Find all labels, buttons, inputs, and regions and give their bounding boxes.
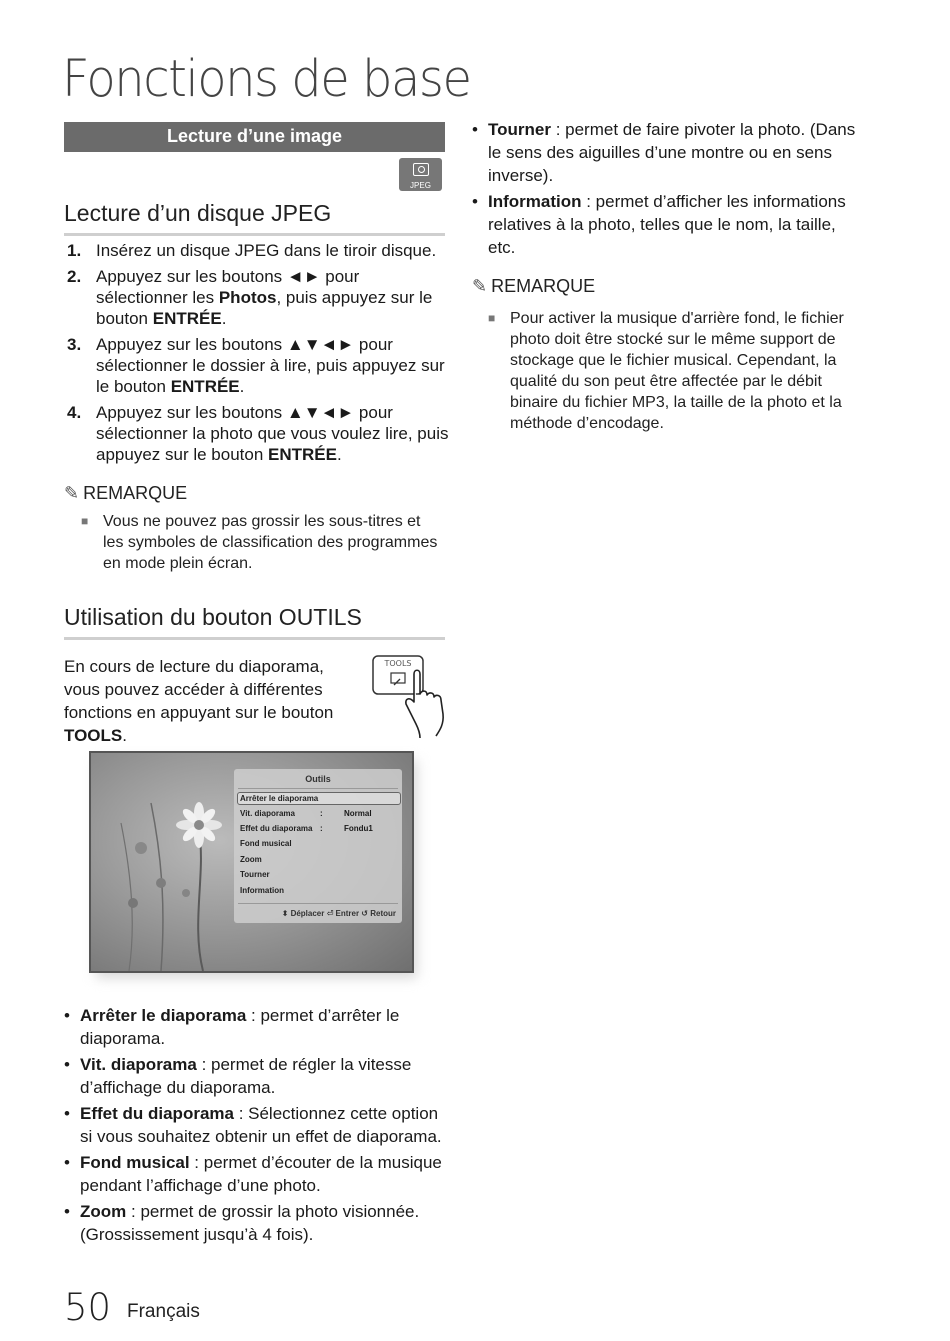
step-item: [64, 402, 449, 465]
step-text: Insérez un disque JPEG dans le tiroir disque.: [96, 241, 437, 260]
tools-remote-hand-icon: [370, 652, 450, 738]
bullet-term: Arrêter le diaporama: [80, 1006, 247, 1025]
menu-footer-hints: ⬍ Déplacer ⏎ Entrer ↺ Retour: [281, 909, 396, 918]
pencil-icon: ✎: [64, 483, 80, 503]
bullet-desc: : permet d’afficher les informations relatives à la photo, telles que le nom, la taille, etc.: [488, 192, 846, 257]
menu-item-information[interactable]: Information: [240, 886, 284, 895]
menu-item-rotate[interactable]: Tourner: [240, 870, 270, 879]
bullet-desc: : permet d’arrêter le diaporama.: [80, 1006, 400, 1048]
list-item: [64, 1053, 444, 1099]
bullet-term: Fond musical: [80, 1153, 190, 1172]
menu-item-speed[interactable]: Vit. diaporama: [240, 809, 295, 818]
bullet-term: Information: [488, 192, 582, 211]
step-number: 4.: [67, 403, 82, 422]
menu-colon: :: [320, 824, 323, 833]
step-text: , puis appuyez sur le bouton: [96, 288, 433, 328]
step-item: [64, 266, 449, 329]
menu-divider: [238, 788, 398, 789]
step-number: 2.: [67, 267, 82, 286]
step-bold: Photos: [218, 288, 277, 307]
bullet-desc: : permet de régler la vitesse d’affichage du diaporama.: [80, 1055, 412, 1097]
page-title: Fonctions de base: [62, 50, 471, 109]
square-bullet-icon: ■: [81, 514, 89, 528]
remark-body: Vous ne pouvez pas grossir les sous-titres et les symboles de classification des programmes en mode plein écran.: [103, 513, 438, 572]
bullet-term: Zoom: [80, 1202, 127, 1221]
menu-title: Outils: [305, 774, 331, 784]
pencil-icon: ✎: [472, 276, 488, 296]
remark-text-right: [488, 308, 855, 434]
bullet-term: Tourner: [488, 120, 551, 139]
flower-icon: [176, 802, 222, 848]
menu-footer-divider: [238, 903, 398, 904]
list-item: [472, 190, 857, 259]
menu-value-speed: Normal: [344, 809, 372, 818]
remark-text-left: [81, 511, 438, 574]
intro-text: .: [122, 726, 127, 745]
menu-value-effect: Fondu1: [344, 824, 373, 833]
step-text: .: [221, 309, 227, 328]
jpeg-heading: Lecture d’un disque JPEG: [64, 200, 445, 236]
step-number: 3.: [67, 335, 82, 354]
right-bullet-list: [472, 118, 857, 262]
step-bold: ENTRÉE: [170, 377, 240, 396]
bullet-desc: : Sélectionnez cette option si vous souhaitez obtenir un effet de diaporama.: [80, 1104, 442, 1146]
tv-screen: [89, 751, 414, 973]
step-text: Appuyez sur les boutons ▲▼◄► pour sélectionner le dossier à lire, puis appuyez sur le bouton: [96, 335, 445, 396]
bullet-desc: : permet de grossir la photo visionnée. (Grossissement jusqu’à 4 fois).: [80, 1202, 420, 1244]
list-item: [64, 1102, 444, 1148]
remark-label: REMARQUE: [491, 276, 596, 296]
tools-label: TOOLS: [384, 659, 412, 668]
step-number: 1.: [67, 241, 82, 260]
bullet-term: Effet du diaporama: [80, 1104, 234, 1123]
menu-item-stop-slideshow[interactable]: Arrêter le diaporama: [237, 792, 401, 805]
outils-intro: [64, 655, 364, 747]
step-text: .: [336, 445, 342, 464]
jpeg-badge-label: JPEG: [410, 181, 431, 190]
list-item: [472, 118, 857, 187]
section-bar: Lecture d’une image: [64, 122, 445, 152]
menu-item-effect[interactable]: Effet du diaporama: [240, 824, 313, 833]
outils-heading: Utilisation du bouton OUTILS: [64, 604, 445, 640]
step-text: Appuyez sur les boutons ◄► pour sélectionner les: [96, 267, 360, 307]
tools-menu: [234, 769, 402, 923]
remark-body: Pour activer la musique d'arrière fond, le fichier photo doit être stocké sur le même support de stockage que le fichier musical. Cependant, la qualité du son peut être affectée par le débit binaire du fichier MP3, la taille de la photo et la méthode d’encodage.: [510, 310, 844, 432]
bullet-desc: : permet d’écouter de la musique pendant l’affichage d’une photo.: [80, 1153, 442, 1195]
menu-item-zoom[interactable]: Zoom: [240, 855, 262, 864]
menu-item-music[interactable]: Fond musical: [240, 839, 292, 848]
bullet-desc: : permet de faire pivoter la photo. (Dans le sens des aiguilles d’une montre ou en sens inverse).: [488, 120, 856, 185]
page-language: Français: [127, 1301, 200, 1322]
step-bold: ENTRÉE: [268, 445, 337, 464]
list-item: [64, 1004, 444, 1050]
step-bold: ENTRÉE: [152, 309, 222, 328]
intro-bold: TOOLS: [64, 726, 123, 745]
square-bullet-icon: ■: [488, 311, 496, 325]
step-text: Appuyez sur les boutons ▲▼◄► pour sélectionner la photo que vous voulez lire, puis appuyez sur le bouton: [96, 403, 449, 464]
menu-colon: :: [320, 809, 323, 818]
steps-list: [64, 240, 449, 470]
remark-title-right: [472, 276, 595, 297]
step-item: [64, 334, 449, 397]
list-item: [64, 1151, 444, 1197]
intro-text: En cours de lecture du diaporama, vous pouvez accéder à différentes fonctions en appuyant sur le bouton: [64, 657, 334, 722]
jpeg-badge: [399, 158, 442, 191]
remark-label: REMARQUE: [83, 483, 188, 503]
list-item: [64, 1200, 444, 1246]
step-item: [64, 240, 449, 261]
remark-title-left: [64, 483, 187, 504]
page-number: 50: [64, 1286, 112, 1329]
step-text: .: [239, 377, 245, 396]
disc-icon: [413, 163, 429, 176]
left-bullet-list: [64, 1004, 444, 1249]
bullet-term: Vit. diaporama: [80, 1055, 197, 1074]
